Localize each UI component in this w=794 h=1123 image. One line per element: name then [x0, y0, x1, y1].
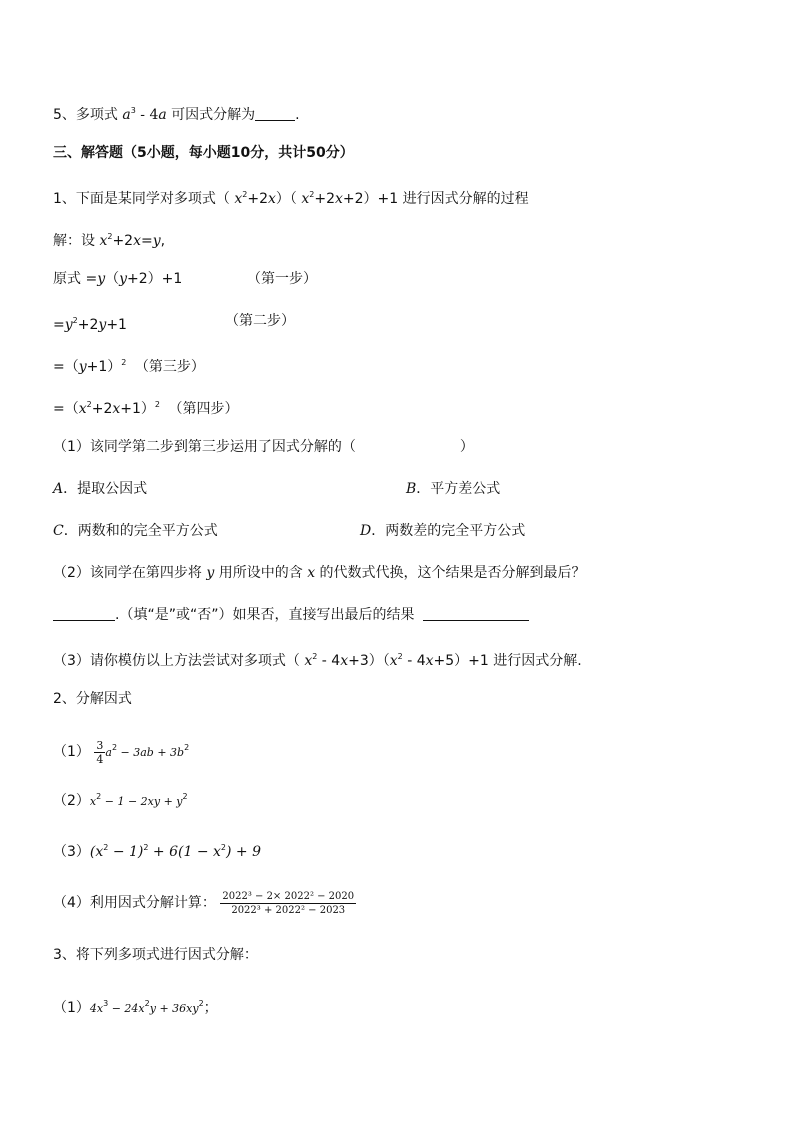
step-1-note: （第一步）	[247, 271, 317, 287]
option-a[interactable]: A．提取公因式	[53, 481, 148, 497]
problem-2-title: 2、分解因式	[53, 691, 132, 707]
solution-setup: 解：设 $x^2+2x=y$,	[53, 232, 166, 249]
result-blank[interactable]	[423, 606, 529, 621]
sub-question-3: （3）请你模仿以上方法尝试对多项式（ $x^2 - 4x+3)(x^2 - 4x+5)+1$ 进行因式分解.	[53, 652, 582, 669]
fraction: $\frac{3}{4}$	[96, 738, 104, 766]
option-d[interactable]: D．两数差的完全平方公式	[360, 523, 526, 539]
choice-blank[interactable]	[356, 439, 460, 453]
problem-2-item-1: （1） $\frac{3}{4}$ $a^2 - 3ab + 3b^2$	[53, 738, 190, 766]
yes-no-blank[interactable]	[53, 606, 115, 621]
problem-3-title: 3、将下列多项式进行因式分解：	[53, 947, 258, 963]
sub-question-1: （1）该同学第二步到第三步运用了因式分解的（ ）	[53, 439, 474, 455]
option-b[interactable]: B．平方差公式	[406, 481, 501, 497]
step-4: $=(x^2+2x+1)^2$ （第四步）	[53, 400, 239, 417]
sub-question-2: （2）该同学在第四步将 y 用所设中的含 x 的代数式代换，这个结果是否分解到最后？	[53, 565, 586, 581]
step-3: $=(y+1)^2$ （第三步）	[53, 358, 205, 375]
fraction: $\frac{\text{2022³ − 2× 2022² − 2020}}{\text{2022³ + 2022² − 2023}}$	[222, 890, 355, 916]
option-c[interactable]: C．两数和的完全平方公式	[53, 523, 218, 539]
step-2: $=y^2+2y+1$	[53, 316, 127, 333]
problem-2-item-2: $(2)x^2 - 1 - 2xy + y^2$	[53, 792, 188, 809]
problem-1-intro: 1、下面是某同学对多项式（ $x^2+2x$）（ $x^2+2x+2)+1$ 进行因式分解的过程	[53, 190, 529, 207]
step-2-note: （第二步）	[225, 313, 295, 329]
section-title: 三、解答题（5小题，每小题10分，共计50分）	[53, 145, 354, 161]
answer-blank[interactable]	[255, 106, 295, 121]
question-5: 5、多项式 $a^3 - 4a$ 可因式分解为 .	[53, 106, 300, 123]
sub-question-2-answer: .（填“是”或“否”）如果否，直接写出最后的结果	[53, 605, 529, 625]
step-1: 原式 =y（y+2）+1	[53, 271, 183, 287]
problem-2-item-3: $(3)(x^2 - 1)^2 + 6(1 - x^2) + 9$	[53, 843, 261, 860]
problem-3-item-1: $(1)4x^3 - 24x^2y + 36xy^2$；	[53, 999, 218, 1016]
problem-2-item-4: （4）利用因式分解计算： $\frac{\text{2022³ − 2× 2022² − 2020}}{\text{2022³ + 2022² − 2023}}$	[53, 890, 355, 916]
